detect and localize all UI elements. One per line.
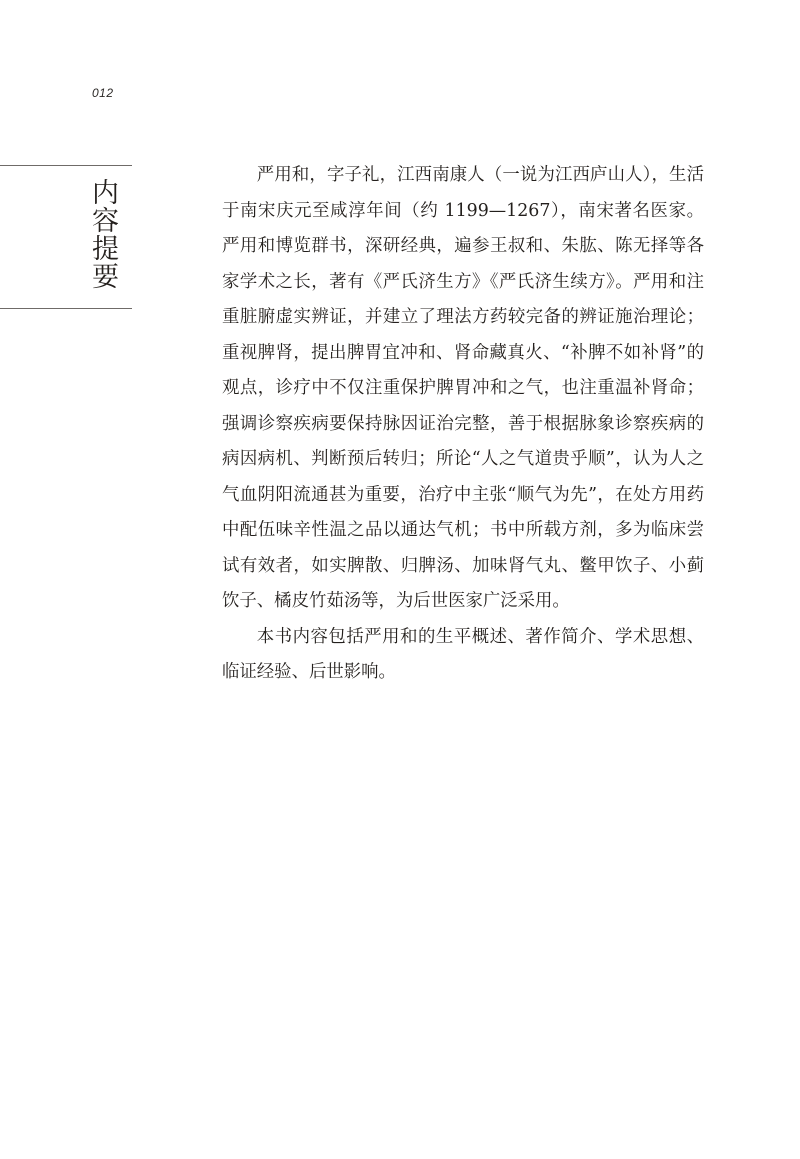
section-title: 内容提要 xyxy=(92,178,119,293)
paragraph-contents: 本书内容包括严用和的生平概述、著作简介、学术思想、临证经验、后世影响。 xyxy=(222,626,704,682)
section-divider-top xyxy=(0,165,132,166)
paragraph-summary: 严用和，字子礼，江西南康人（一说为江西庐山人），生活于南宋庆元至咸淳年间（约 1199—1267），南宋著名医家。严用和博览群书，深研经典，遍参王叔和、朱肱、陈无择等各家学术之长，著有《严氏济生方》《严氏济生续方》。严用和注重脏腑虚实辨证，并建立了理法方药较完备的辨证施治理论；重视脾肾，提出脾胃宜冲和、肾命藏真火、“补脾不如补肾”的观点，诊疗中不仅注重保护脾胃冲和之气，也注重温补肾命；强调诊察疾病要保持脉因证治完整，善于根据脉象诊察疾病的病因病机、判断预后转归；所论“人之气道贵乎顺”，认为人之气血阴阳流通甚为重要，治疗中主张“顺气为先”，在处方用药中配伍味辛性温之品以通达气机；书中所载方剂，多为临床尝试有效者，如实脾散、归脾汤、加味肾气丸、鳖甲饮子、小蓟饮子、橘皮竹茹汤等，为后世医家广泛采用。 xyxy=(222,165,704,611)
body-text xyxy=(222,158,704,691)
section-divider-bottom xyxy=(0,308,132,309)
page-number: 012 xyxy=(92,86,114,100)
